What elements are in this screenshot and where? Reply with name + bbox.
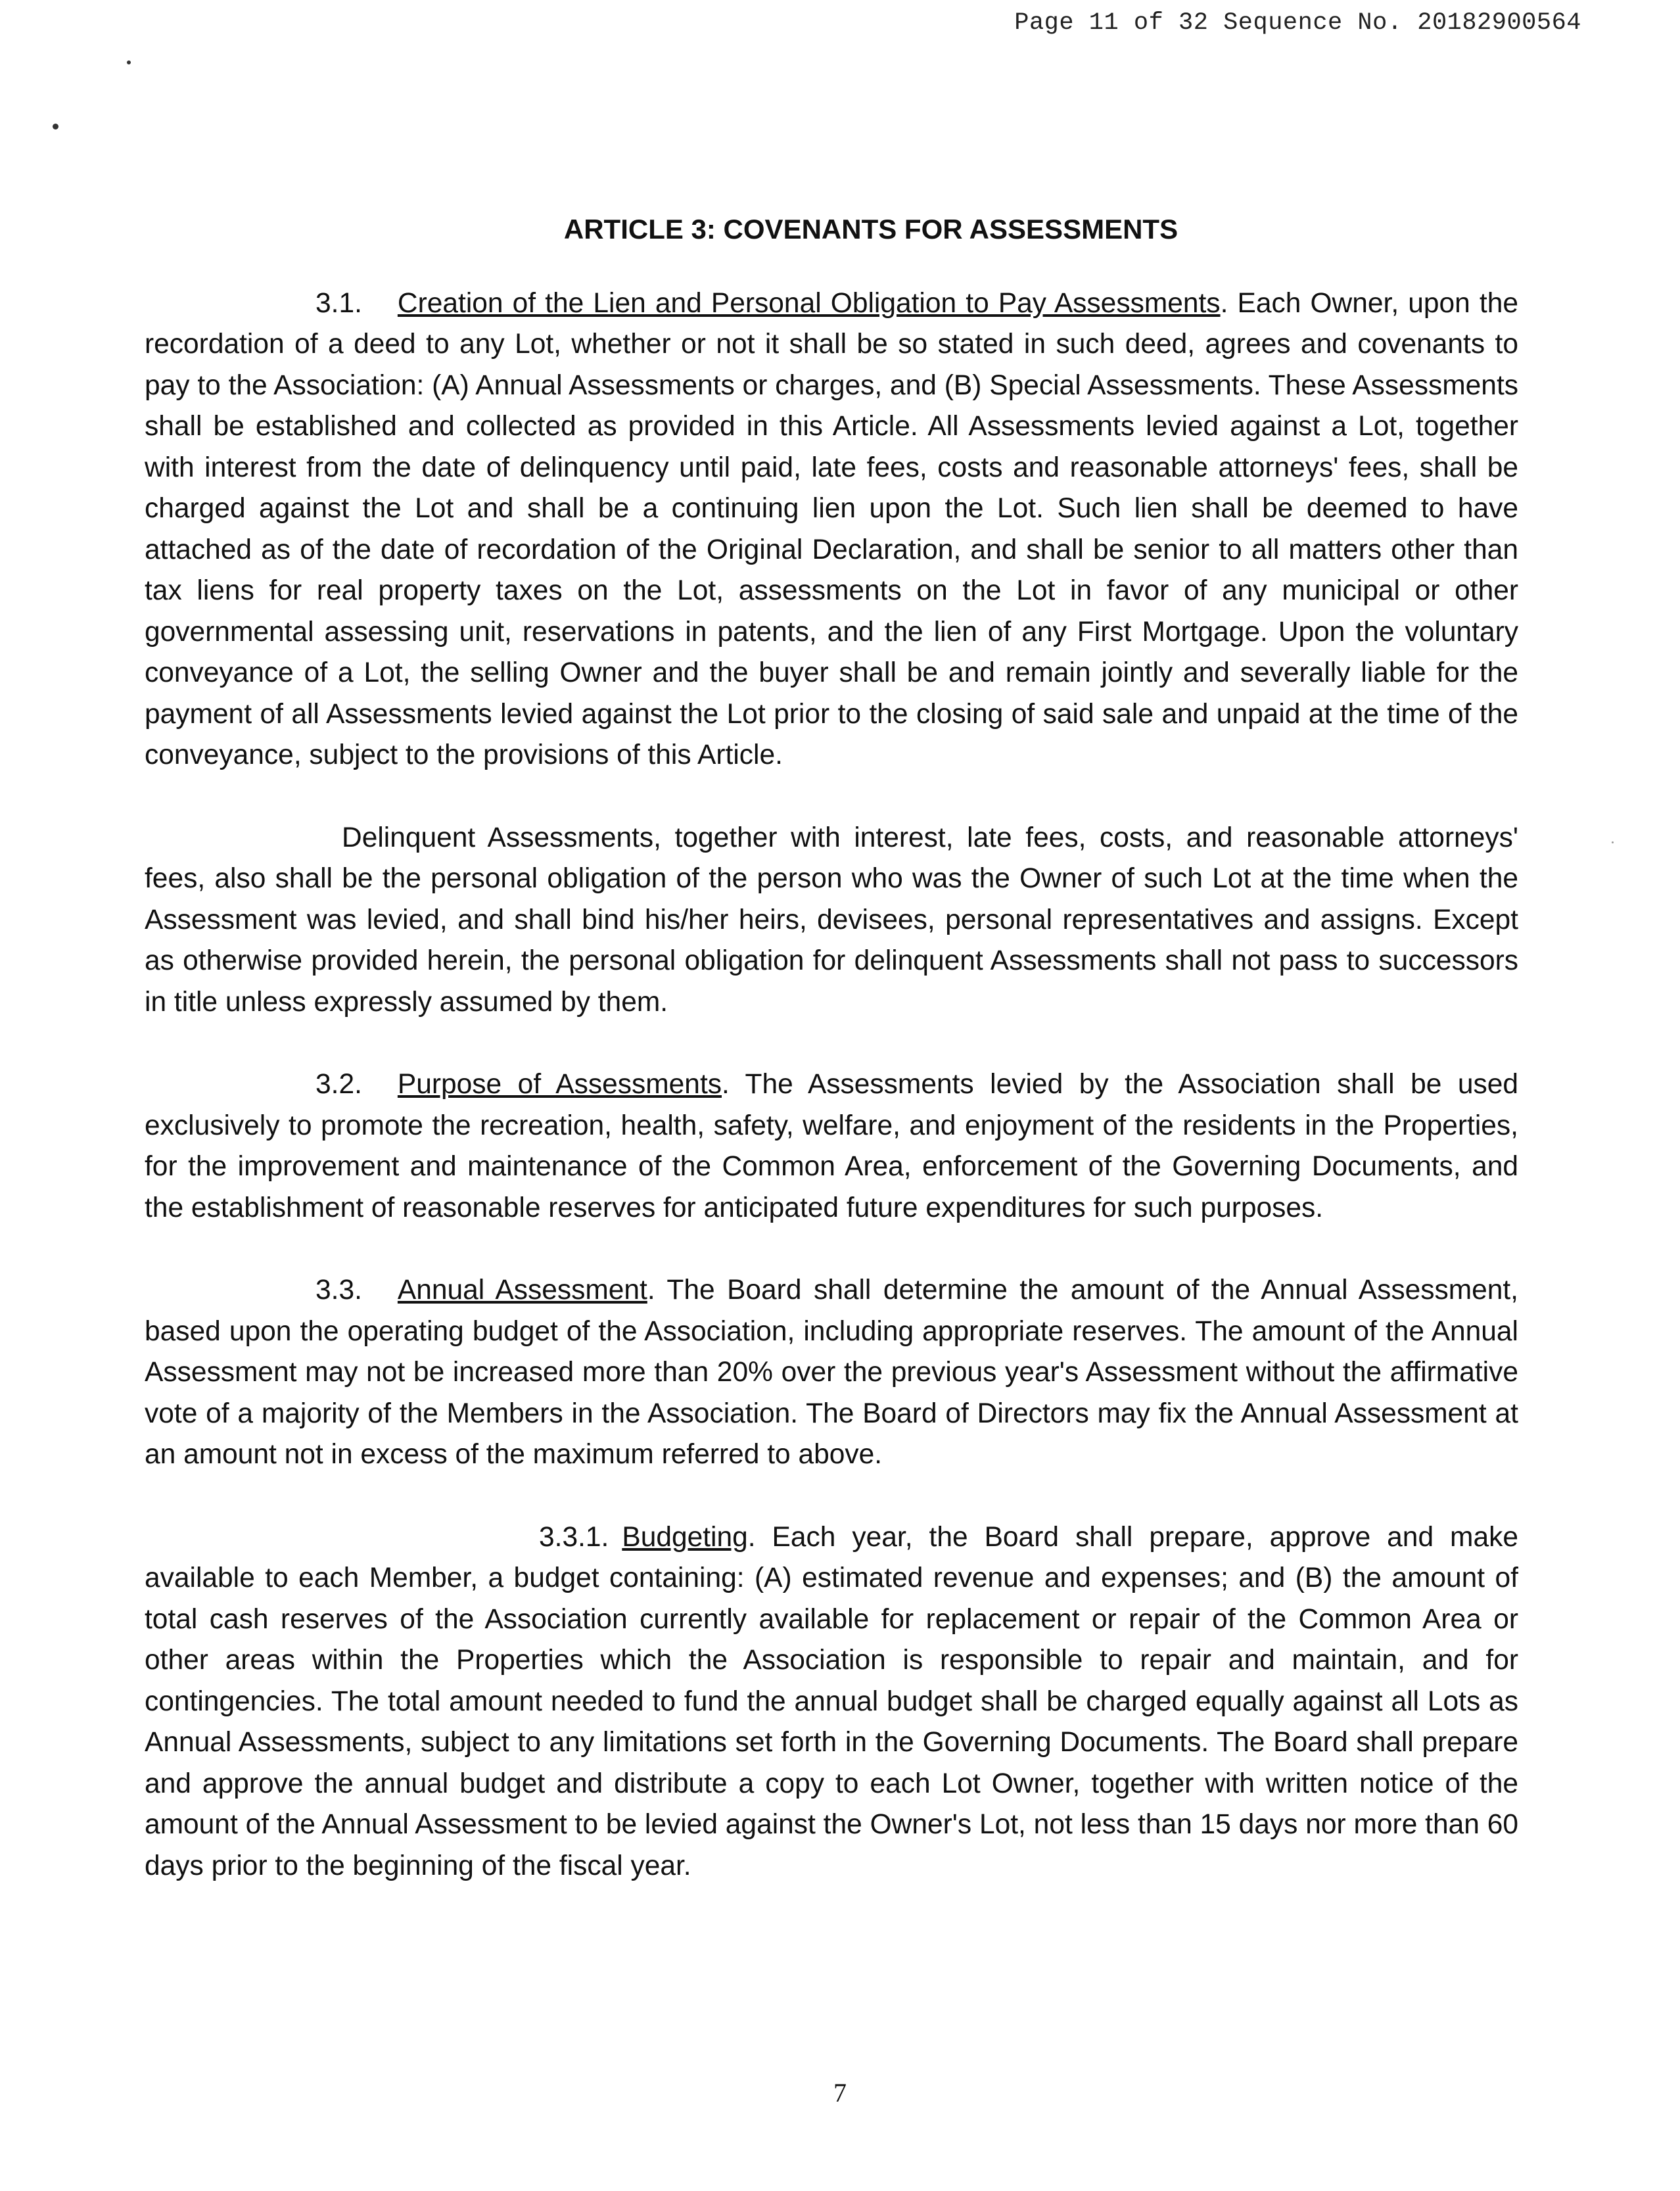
scan-speck (127, 60, 131, 64)
section-3-1 (145, 283, 1518, 776)
section-number: 3.3. (315, 1275, 362, 1306)
section-text: Each Owner, upon the recordation of a deed to any Lot, whether or not it shall be so stated in such deed, agrees and covenants to pay to the Association: (A) Annual Assessments or charges, and (B) Special Assessments. These Assessments shall be established and collected as provided in this Article. All Assessments levied against a Lot, together with interest from the date of delinquency until paid, late fees, costs and reasonable attorneys' fees, shall be charged against the Lot and shall be a continuing lien upon the Lot. Such lien shall be deemed to have attached as of the date of recordation of the Original Declaration, and shall be senior to all matters other than tax liens for real property taxes on the Lot, assessments on the Lot in favor of any municipal or other governmental assessing unit, reservations in patents, and the lien of any First Mortgage. Upon the voluntary conveyance of a Lot, the selling Owner and the buyer shall be and remain jointly and severally liable for the payment of all Assessments levied against the Lot prior to the closing of said sale and unpaid at the time of the conveyance, subject to the provisions of this Article. (145, 287, 1518, 770)
section-3-3 (145, 1270, 1518, 1476)
section-text: The Board shall determine the amount of the Annual Assessment, based upon the operating budget of the Association, including appropriate reserves. The amount of the Annual Assessment may not be increased more than 20% over the previous year's Assessment without the affirmative vote of a majority of the Members in the Association. The Board of Directors may fix the Annual Assessment at an amount not in excess of the maximum referred to above. (145, 1275, 1518, 1470)
section-number: 3.3.1. (539, 1521, 609, 1553)
section-punct: . (647, 1275, 655, 1306)
page-header: Page 11 of 32 Sequence No. 20182900564 (1014, 9, 1581, 37)
article-title: ARTICLE 3: COVENANTS FOR ASSESSMENTS (563, 214, 1178, 245)
scan-speck (53, 124, 58, 130)
section-text: The Assessments levied by the Association shall be used exclusively to promote the recreation, health, safety, welfare, and enjoyment of the residents in the Properties, for the improvement and maintenance of the Common Area, enforcement of the Governing Documents, and the establishment of reasonable reserves for anticipated future expenditures for such purposes. (145, 1069, 1519, 1223)
section-heading: Creation of the Lien and Personal Obligation to Pay Assessments (397, 287, 1221, 319)
section-3-2 (145, 1064, 1518, 1229)
section-number: 3.2. (315, 1069, 362, 1100)
section-heading: Annual Assessment (397, 1275, 647, 1306)
section-punct: . (722, 1069, 730, 1100)
section-text: Delinquent Assessments, together with interest, late fees, costs, and reasonable attorneys' fees, also shall be the personal obligation of the person who was the Owner of such Lot at the time when the Assessment was levied, and shall bind his/her heirs, devisees, personal representatives and assigns. Except as otherwise provided herein, the personal obligation for delinquent Assessments shall not pass to successors in title unless expressly assumed by them. (145, 822, 1518, 1018)
section-text: Each year, the Board shall prepare, approve and make available to each Member, a budget containing: (A) estimated revenue and expenses; and (B) the amount of total cash reserves of the Association currently available for replacement or repair of the Common Area or other areas within the Properties which the Association is responsible to repair and maintain, and for contingencies. The total amount needed to fund the annual budget shall be charged equally against all Lots as Annual Assessments, subject to any limitations set forth in the Governing Documents. The Board shall prepare and approve the annual budget and distribute a copy to each Lot Owner, together with written notice of the amount of the Annual Assessment to be levied against the Owner's Lot, not less than 15 days nor more than 60 days prior to the beginning of the fiscal year. (145, 1521, 1518, 1881)
document-body (145, 209, 1518, 1928)
section-heading: Purpose of Assessments (397, 1069, 722, 1100)
section-punct: . (747, 1521, 756, 1553)
section-3-1-continued (145, 818, 1518, 1024)
scan-speck (1612, 841, 1614, 843)
section-punct: . (1220, 287, 1228, 319)
page-number: 7 (833, 2078, 847, 2108)
section-number: 3.1. (315, 287, 362, 319)
section-3-3-1 (145, 1517, 1518, 1887)
section-heading: Budgeting (622, 1521, 748, 1553)
